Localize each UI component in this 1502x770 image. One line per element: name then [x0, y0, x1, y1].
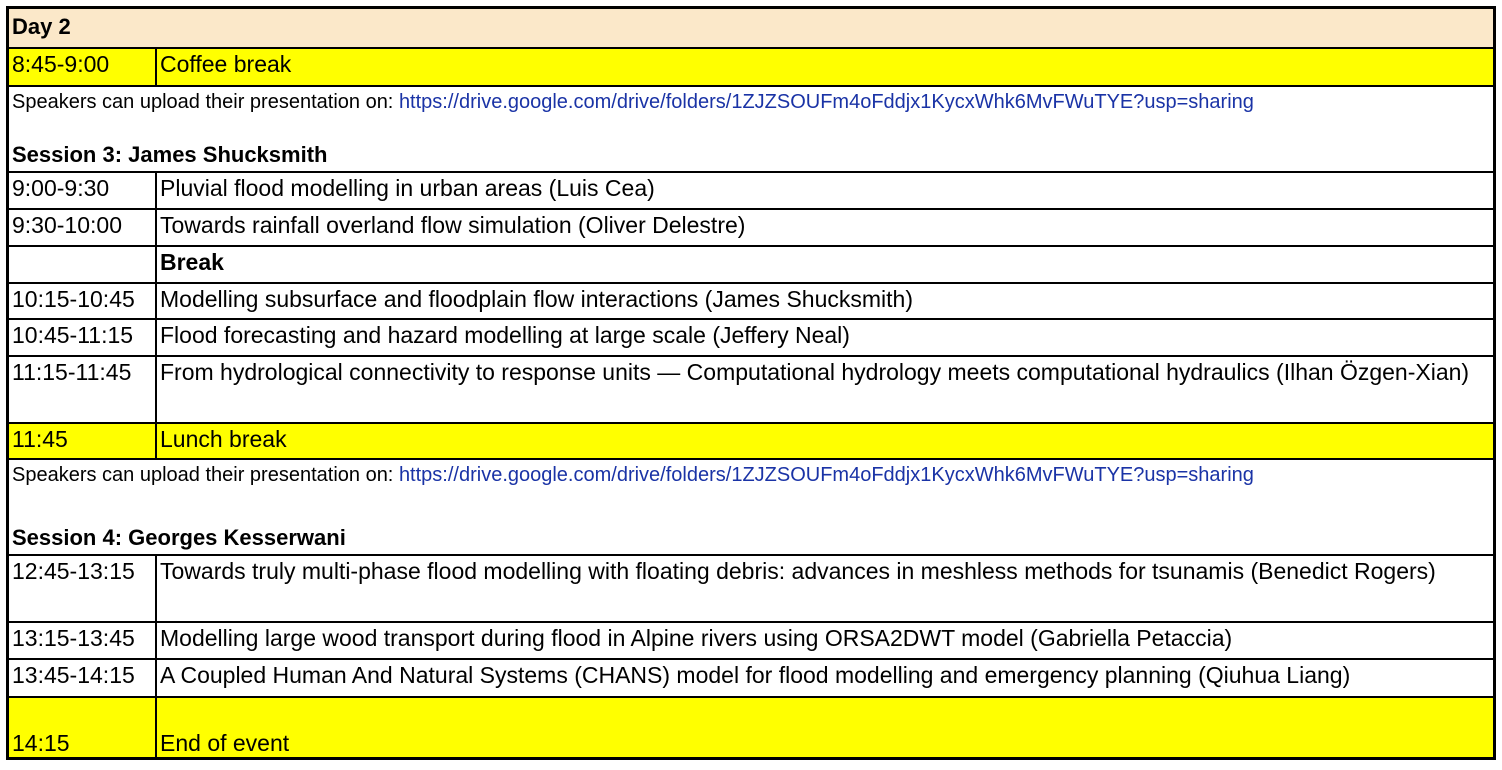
talk-time: 13:15-13:45 [9, 623, 157, 658]
upload-note [9, 87, 1493, 117]
talk-time: 10:45-11:15 [9, 320, 157, 355]
talk-time: 13:45-14:15 [9, 660, 157, 696]
lunch-break-row [6, 424, 1496, 460]
table-row [6, 623, 1496, 660]
coffee-break-row [6, 49, 1496, 87]
break-title: Break [160, 249, 224, 275]
table-row [6, 173, 1496, 210]
talk-title: Towards rainfall overland flow simulation (Oliver Delestre) [160, 212, 746, 238]
talk-title: Flood forecasting and hazard modelling at large scale (Jeffery Neal) [160, 322, 850, 348]
coffee-time: 8:45-9:00 [9, 49, 157, 85]
schedule-table [6, 6, 1496, 760]
session3-header-block [6, 87, 1496, 173]
end-of-event-row [6, 698, 1496, 760]
table-row [6, 320, 1496, 357]
talk-title: A Coupled Human And Natural Systems (CHANS) model for flood modelling and emergency planning (Qiuhua Liang) [160, 662, 1351, 688]
lunch-title: Lunch break [160, 426, 287, 452]
upload-note-text: Speakers can upload their presentation on: [12, 464, 399, 486]
table-row [6, 556, 1496, 623]
table-row [6, 284, 1496, 320]
day-header-row [6, 6, 1496, 49]
table-row [6, 357, 1496, 424]
upload-link[interactable]: https://drive.google.com/drive/folders/1ZJZSOUFm4oFddjx1KycxWhk6MvFWuTYE?usp=sharing [398, 91, 1254, 113]
break-row [6, 247, 1496, 284]
day-title: Day 2 [9, 9, 1493, 47]
session3-title: Session 3: James Shucksmith [9, 139, 1493, 173]
talk-time: 10:15-10:45 [9, 284, 157, 318]
table-row [6, 210, 1496, 247]
upload-note [9, 460, 1493, 490]
talk-title: Towards truly multi-phase flood modelling with floating debris: advances in meshless methods for tsunamis (Benedict Rogers) [160, 558, 1436, 584]
talk-title: Pluvial flood modelling in urban areas (Luis Cea) [160, 175, 655, 201]
table-row [6, 660, 1496, 698]
talk-time: 9:00-9:30 [9, 173, 157, 208]
end-title: End of event [160, 730, 290, 756]
session4-title: Session 4: Georges Kesserwani [9, 522, 1493, 556]
upload-link[interactable]: https://drive.google.com/drive/folders/1ZJZSOUFm4oFddjx1KycxWhk6MvFWuTYE?usp=sharing [398, 464, 1254, 486]
talk-time: 11:15-11:45 [9, 357, 157, 422]
upload-note-text: Speakers can upload their presentation on: [12, 91, 399, 113]
talk-time: 12:45-13:15 [9, 556, 157, 621]
talk-time: 9:30-10:00 [9, 210, 157, 245]
end-time: 14:15 [9, 698, 157, 757]
talk-title: Modelling subsurface and floodplain flow interactions (James Shucksmith) [160, 286, 913, 312]
talk-title: Modelling large wood transport during flood in Alpine rivers using ORSA2DWT model (Gabriella Petaccia) [160, 625, 1233, 651]
talk-title: From hydrological connectivity to response units — Computational hydrology meets computational hydraulics (Ilhan Özgen-Xian) [160, 359, 1470, 385]
coffee-title: Coffee break [160, 51, 292, 77]
lunch-time: 11:45 [9, 424, 157, 458]
session4-header-block [6, 460, 1496, 556]
talk-time [9, 247, 157, 282]
